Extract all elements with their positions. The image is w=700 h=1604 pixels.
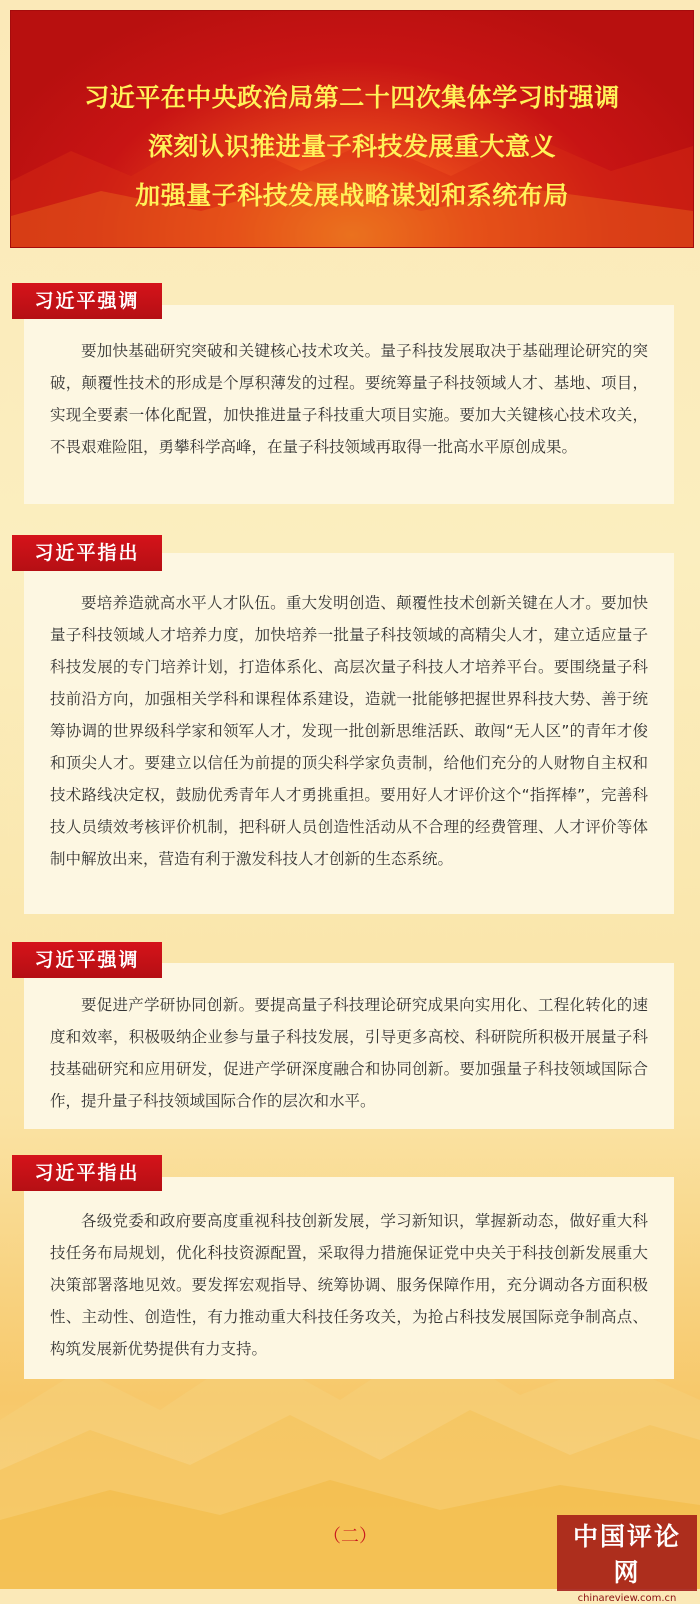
section-label-4: 习近平指出 <box>12 1155 162 1191</box>
section-text-1: 要加快基础研究突破和关键核心技术攻关。量子科技发展取决于基础理论研究的突破，颠覆性技术的形成是个厚积薄发的过程。要统筹量子科技领域人才、基地、项目，实现全要素一体化配置，加快推进量子科技重大项目实施。要加大关键核心技术攻关，不畏艰难险阻，勇攀科学高峰，在量子科技领域再取得一批高水平原创成果。 <box>50 342 648 456</box>
section-text-2: 要培养造就高水平人才队伍。重大发明创造、颠覆性技术创新关键在人才。要加快量子科技领域人才培养力度，加快培养一批量子科技领域的高精尖人才，建立适应量子科技发展的专门培养计划，打造体系化、高层次量子科技人才培养平台。要围绕量子科技前沿方向，加强相关学科和课程体系建设，造就一批能够把握世界科技大势、善于统筹协调的世界级科学家和领军人才，发现一批创新思维活跃、敢闯“无人区”的青年才俊和顶尖人才。要建立以信任为前提的顶尖科学家负责制，给他们充分的人财物自主权和技术路线决定权，鼓励优秀青年人才勇挑重担。要用好人才评价这个“指挥棒”，完善科技人员绩效考核评价机制，把科研人员创造性活动从不合理的经费管理、人才评价等体制中解放出来，营造有利于激发科技人才创新的生态系统。 <box>50 594 648 868</box>
section-card-1 <box>24 305 674 504</box>
banner-title-line-3: 加强量子科技发展战略谋划和系统布局 <box>135 181 569 210</box>
section-label-1: 习近平强调 <box>12 283 162 319</box>
banner-title <box>11 73 693 220</box>
section-label-3: 习近平强调 <box>12 942 162 978</box>
watermark <box>557 1515 697 1604</box>
title-banner <box>10 10 694 248</box>
section-card-2 <box>24 553 674 914</box>
section-text-4: 各级党委和政府要高度重视科技创新发展，学习新知识，掌握新动态，做好重大科技任务布局规划，优化科技资源配置，采取得力措施保证党中央关于科技创新发展重大决策部署落地见效。要发挥宏观指导、统筹协调、服务保障作用，充分调动各方面积极性、主动性、创造性，有力推动重大科技任务攻关，为抢占科技发展国际竞争制高点、构筑发展新优势提供有力支持。 <box>50 1212 648 1358</box>
watermark-logo: 中国评论网 <box>557 1515 697 1591</box>
watermark-url: chinareview.com.cn <box>577 1593 677 1604</box>
page-number: （二） <box>323 1526 377 1547</box>
section-card-4 <box>24 1177 674 1379</box>
banner-title-line-2: 深刻认识推进量子科技发展重大意义 <box>147 132 556 161</box>
section-card-3 <box>24 963 674 1129</box>
banner-title-line-1: 习近平在中央政治局第二十四次集体学习时强调 <box>84 83 620 112</box>
section-text-3: 要促进产学研协同创新。要提高量子科技理论研究成果向实用化、工程化转化的速度和效率，积极吸纳企业参与量子科技发展，引导更多高校、科研院所积极开展量子科技基础研究和应用研发，促进产学研深度融合和协同创新。要加强量子科技领域国际合作，提升量子科技领域国际合作的层次和水平。 <box>50 996 648 1110</box>
section-label-2: 习近平指出 <box>12 535 162 571</box>
